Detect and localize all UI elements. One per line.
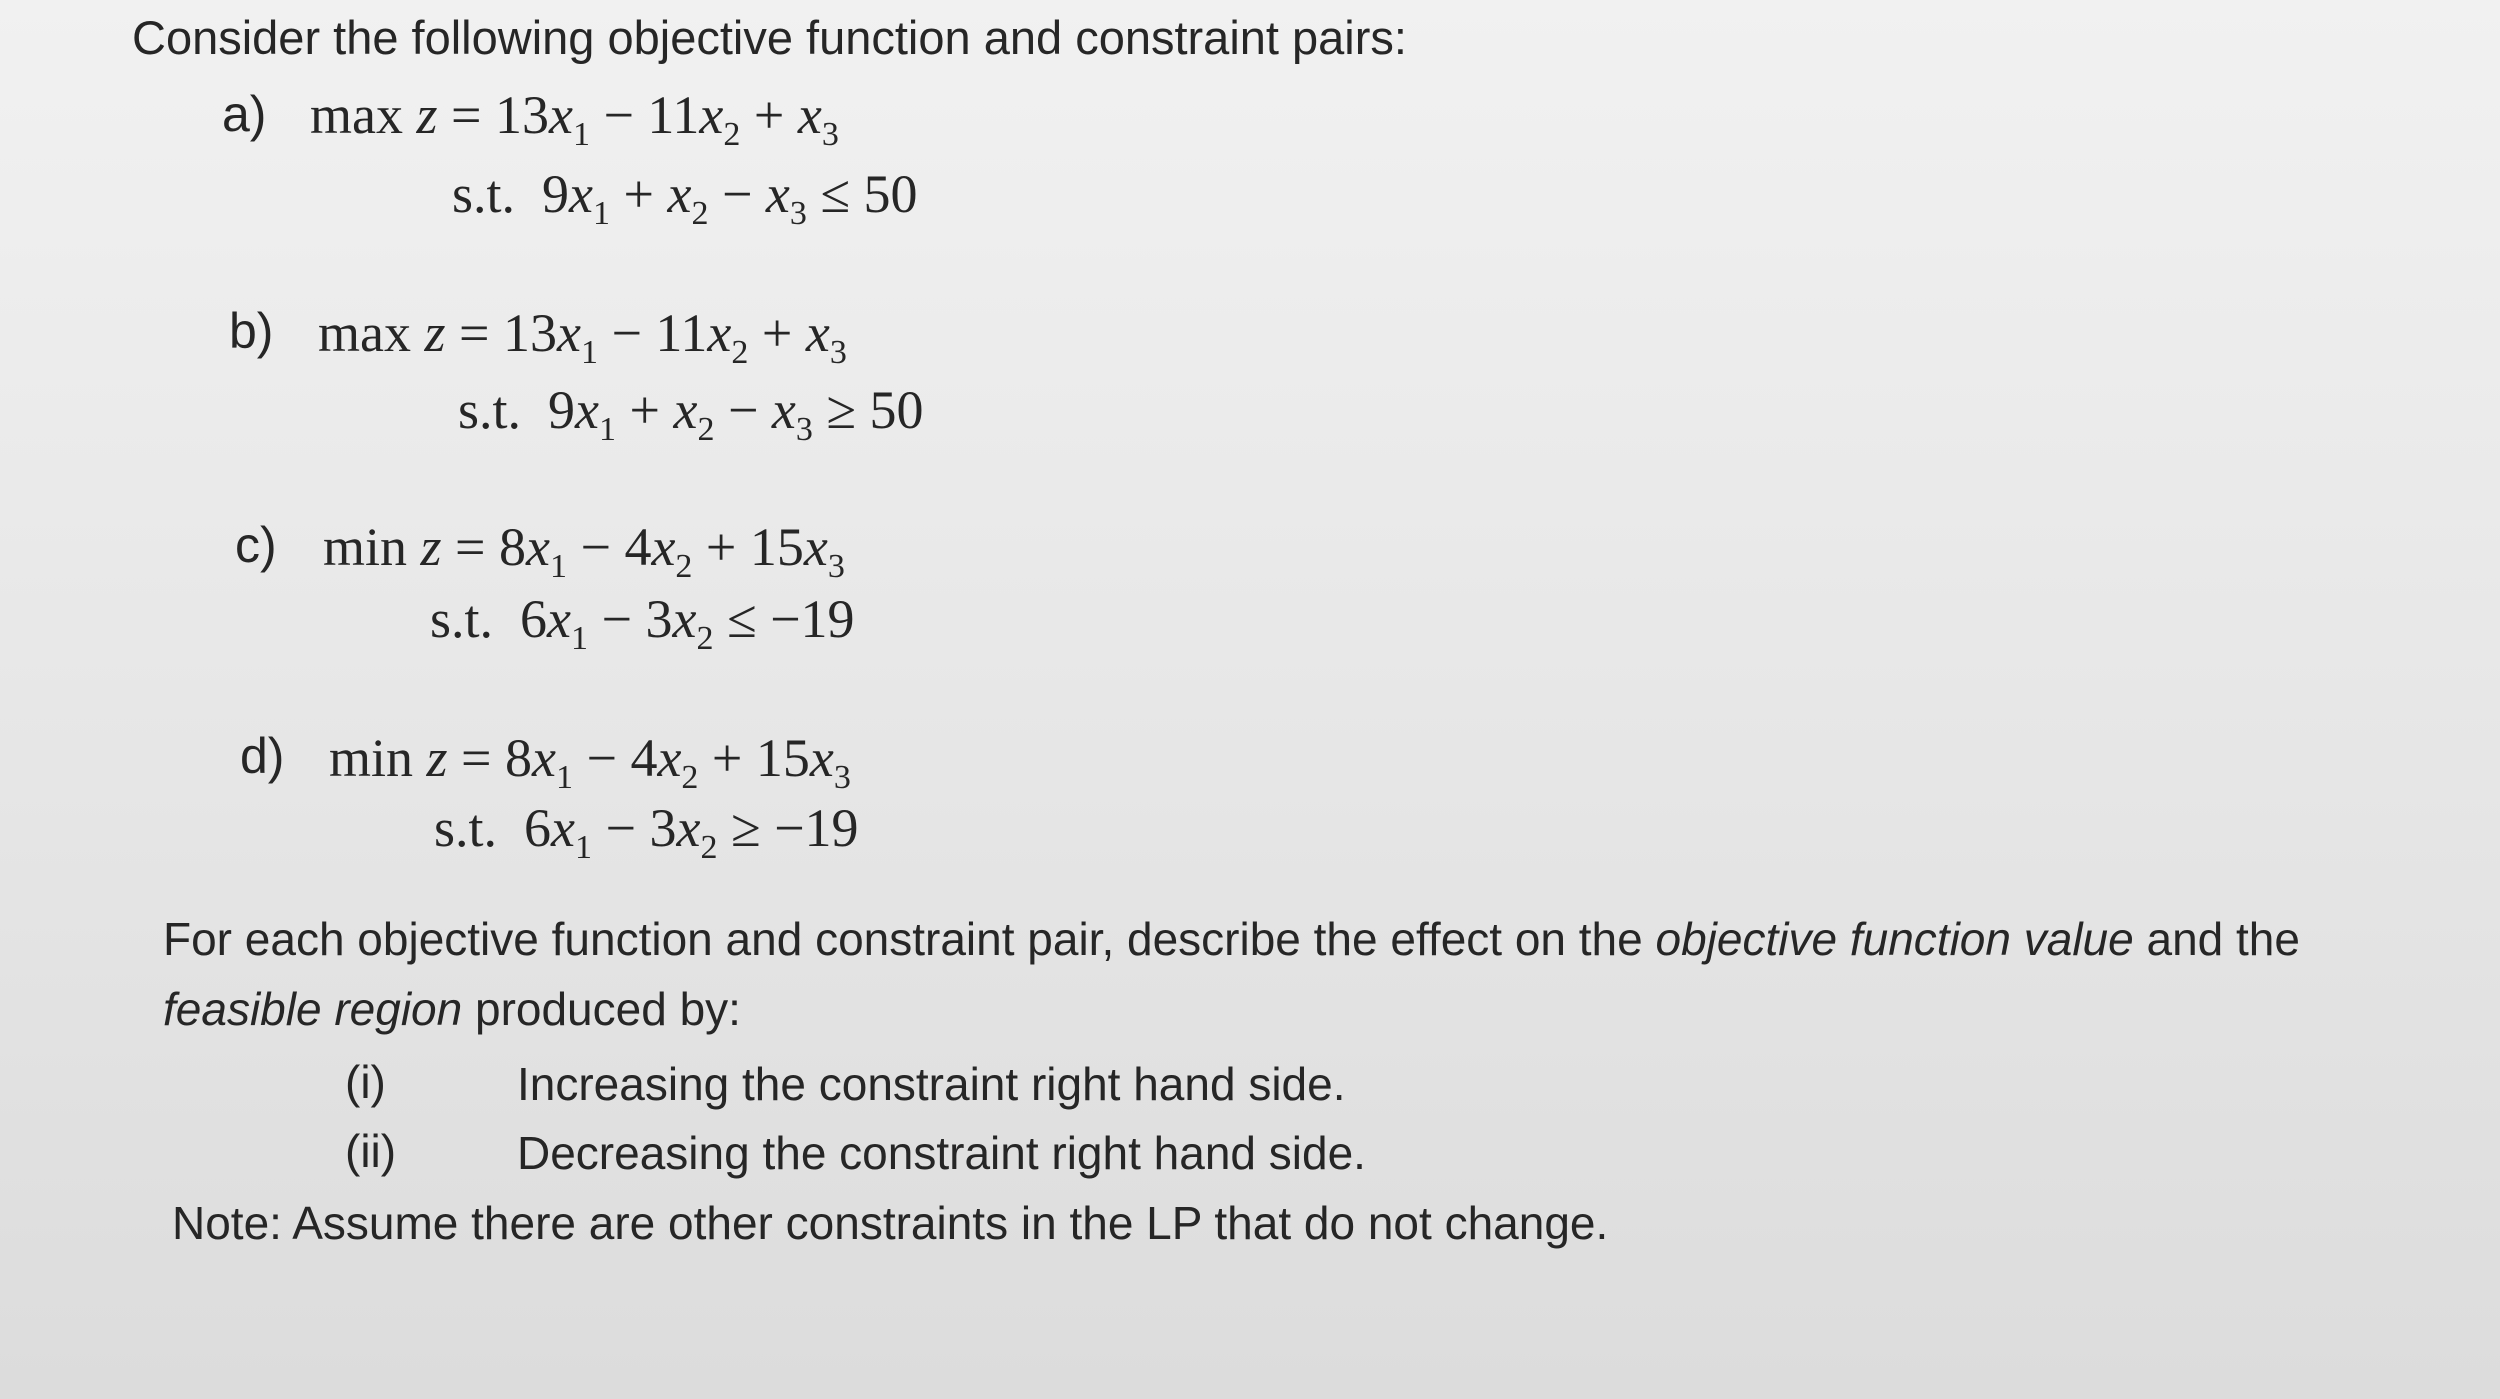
instruction-line-2: feasible region produced by: [163, 983, 741, 1035]
problem-label: d) [240, 728, 285, 784]
instruction-line-1: For each objective function and constraint pair, describe the effect on the objective function value and the [163, 913, 2300, 965]
item-text: Increasing the constraint right hand side. [517, 1058, 1346, 1110]
note: Note: Assume there are other constraints in the LP that do not change. [172, 1197, 1609, 1249]
constraint: s.t. $9x_1 + x_2 - x_3 \le 50$ [452, 164, 918, 232]
constraint: s.t. $9x_1 + x_2 - x_3 \ge 50$ [458, 380, 924, 448]
objective-function: $\max z = 13x_1 - 11x_2 + x_3$ [310, 85, 839, 153]
objective-function: $\max z = 13x_1 - 11x_2 + x_3$ [318, 303, 847, 371]
problem-label: b) [229, 303, 274, 359]
emphasis-objective-value: objective function value [1655, 913, 2134, 965]
objective-function: $\min z = 8x_1 - 4x_2 + 15x_3$ [329, 728, 851, 796]
item-label: (i) [345, 1056, 386, 1108]
emphasis-feasible-region: feasible region [163, 983, 463, 1035]
objective-function: $\min z = 8x_1 - 4x_2 + 15x_3$ [323, 517, 845, 585]
problem-label: c) [235, 517, 277, 573]
constraint: s.t. $6x_1 - 3x_2 \ge -19$ [434, 798, 859, 866]
problem-label: a) [222, 86, 267, 142]
item-label: (ii) [345, 1125, 397, 1177]
constraint: s.t. $6x_1 - 3x_2 \le -19$ [430, 589, 855, 657]
heading: Consider the following objective function and constraint pairs: [132, 11, 1407, 64]
item-text: Decreasing the constraint right hand side. [517, 1127, 1366, 1179]
